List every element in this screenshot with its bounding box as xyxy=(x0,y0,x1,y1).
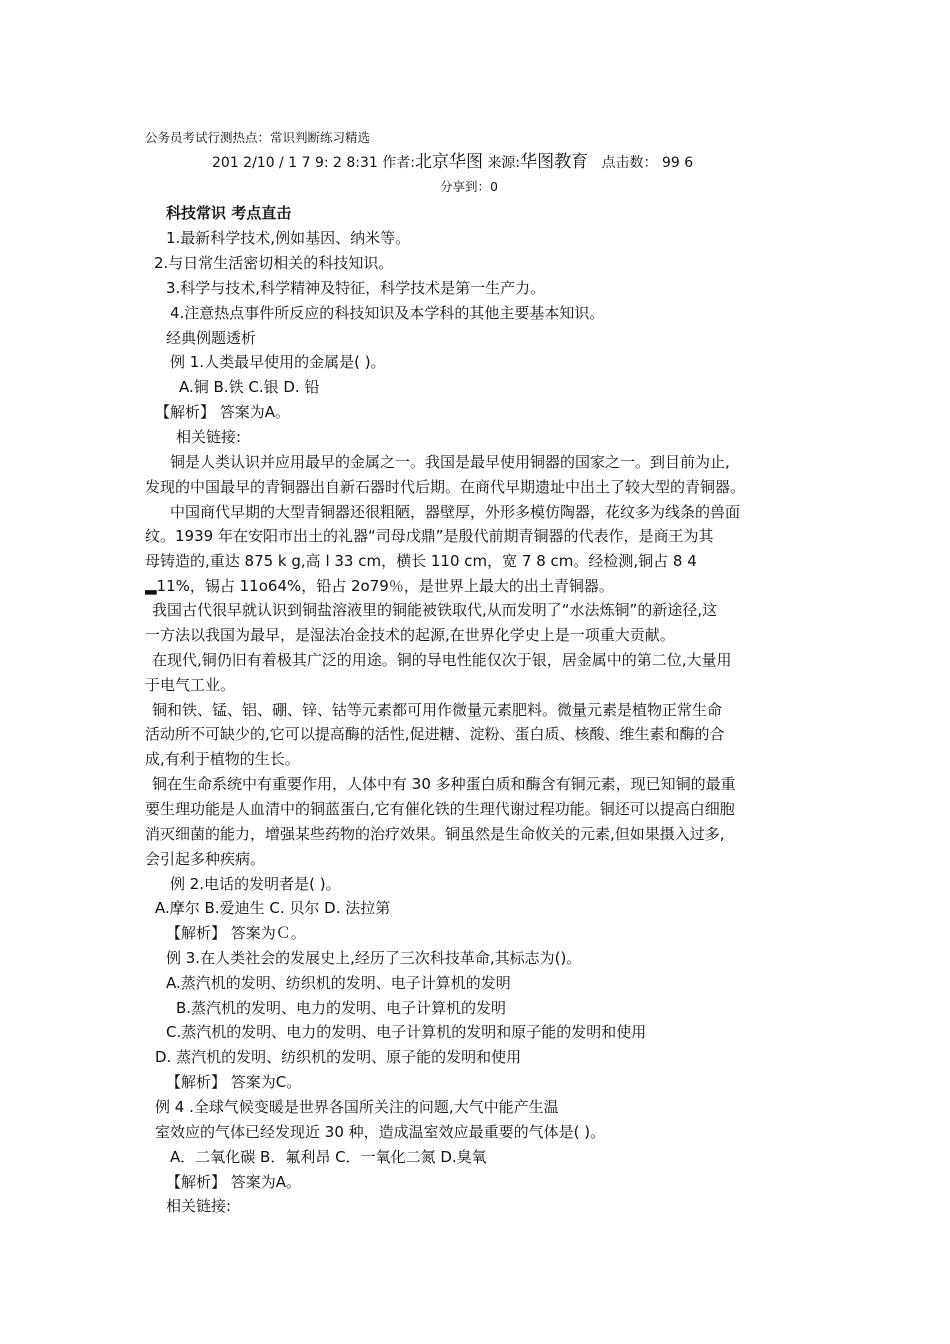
paragraph-line: 活动所不可缺少的,它可以提高酶的活性,促进糖、淀粉、蛋白质、核酸、维生素和酶的合 xyxy=(145,725,725,743)
example-1-answer: 【解析】 答案为A。 xyxy=(155,403,291,421)
share-link[interactable]: 分享到：0 xyxy=(440,179,498,194)
section-title: 科技常识 考点直击 xyxy=(166,204,292,222)
example-4-question: 室效应的气体已经发现近 30 种，造成温室效应最重要的气体是( )。 xyxy=(155,1123,606,1141)
example-1-options: A.铜 B.铁 C.银 D. 铅 xyxy=(179,378,320,396)
paragraph-line: 一方法以我国为最早，是湿法冶金技术的起源,在世界化学史上是一项重大贡献。 xyxy=(145,626,675,644)
meta-source: 华图教育 xyxy=(520,152,589,172)
paragraph-line: 我国古代很早就认识到铜盐溶液里的铜能被铁取代,从而发明了“水法炼铜”的新途径,这 xyxy=(152,601,718,619)
paragraph-line: 母铸造的,重达 875 k g,高 l 33 cm，横长 110 cm，宽 7 8 cm。经检测,铜占 8 4 xyxy=(145,552,697,570)
meta-source-label: 来源: xyxy=(487,155,521,171)
paragraph-line: 发现的中国最早的青铜器出自新石器时代后期。在商代早期遗址中出土了较大型的青铜器。 xyxy=(145,478,746,496)
example-2-question: 例 2.电话的发明者是( )。 xyxy=(170,875,341,893)
paragraph-line: 铜在生命系统中有重要作用，人体中有 30 多种蛋白质和酶含有铜元素，现已知铜的最重 xyxy=(152,775,736,793)
paragraph-line: 铜是人类认识并应用最早的金属之一。我国是最早使用铜器的国家之一。到目前为止, xyxy=(170,453,730,471)
example-3-option-c: C.蒸汽机的发明、电力的发明、电子计算机的发明和原子能的发明和使用 xyxy=(166,1023,647,1041)
point-4: 4.注意热点事件所反应的科技知识及本学科的其他主要基本知识。 xyxy=(170,304,605,322)
example-4-options: A．二氧化碳 B．氟利昂 C．一氧化二氮 D.臭氧 xyxy=(170,1148,487,1166)
example-4-answer: 【解析】 答案为A。 xyxy=(166,1173,302,1191)
paragraph-line: 消灭细菌的能力，增强某些药物的治疗效果。铜虽然是生命攸关的元素,但如果摄入过多, xyxy=(145,825,725,843)
paragraph-line: 于电气工业。 xyxy=(145,676,236,694)
paragraph-line: 中国商代早期的大型青铜器还很粗陋，器壁厚，外形多模仿陶器，花纹多为线条的兽面 xyxy=(170,503,741,521)
paragraph-line: 成,有利于植物的生长。 xyxy=(145,750,300,768)
document-title: 公务员考试行测热点：常识判断练习精选 xyxy=(145,130,371,145)
example-3-option-d: D. 蒸汽机的发明、纺织机的发明、原子能的发明和使用 xyxy=(155,1048,522,1066)
paragraph-line: 纹。1939 年在安阳市出土的礼器“司母戊鼎”是殷代前期青铜器的代表作，是商王为其 xyxy=(145,527,714,545)
related-links-label: 相关链接: xyxy=(176,428,242,446)
example-2-answer: 【解析】 答案为Ｃ。 xyxy=(166,924,306,942)
example-3-option-b: B.蒸汽机的发明、电力的发明、电子计算机的发明 xyxy=(176,999,507,1017)
subsection-title: 经典例题透析 xyxy=(166,329,257,347)
example-4-question: 例 4 .全球气候变暖是世界各国所关注的问题,大气中能产生温 xyxy=(155,1098,559,1116)
meta-date: 201 2/10 / 1 7 9: 2 8:31 xyxy=(212,155,378,171)
related-links-label: 相关链接: xyxy=(166,1197,232,1215)
meta-clicks: 点击数： 99 6 xyxy=(601,155,694,171)
paragraph-line: 铜和铁、锰、铝、硼、锌、钴等元素都可用作微量元素肥料。微量元素是植物正常生命 xyxy=(152,701,723,719)
paragraph-line: 在现代,铜仍旧有着极其广泛的用途。铜的导电性能仅次于银，居金属中的第二位,大量用 xyxy=(152,651,732,669)
example-1-question: 例 1.人类最早使用的金属是( )。 xyxy=(170,353,386,371)
example-2-options: A.摩尔 B.爱迪生 C. 贝尔 D. 法拉第 xyxy=(155,899,391,917)
meta-author-label: 作者: xyxy=(382,155,415,171)
example-3-question: 例 3.在人类社会的发展史上,经历了三次科技革命,其标志为()。 xyxy=(166,949,582,967)
article-meta xyxy=(212,152,693,173)
meta-author: 北京华图 xyxy=(414,152,483,172)
paragraph-line: ▂11%，锡占 11o64%，铅占 2o79％，是世界上最大的出土青铜器。 xyxy=(145,577,614,595)
point-2: 2.与日常生活密切相关的科技知识。 xyxy=(154,254,394,272)
paragraph-line: 会引起多种疾病。 xyxy=(145,850,266,868)
example-3-answer: 【解析】 答案为C。 xyxy=(166,1073,302,1091)
point-1: 1.最新科学技术,例如基因、纳米等。 xyxy=(166,229,411,247)
example-3-option-a: A.蒸汽机的发明、纺织机的发明、电子计算机的发明 xyxy=(166,974,511,992)
paragraph-line: 要生理功能是人血清中的铜蓝蛋白,它有催化铁的生理代谢过程功能。铜还可以提高白细胞 xyxy=(145,800,735,818)
point-3: 3.科学与技术,科学精神及特征，科学技术是第一生产力。 xyxy=(166,279,546,297)
